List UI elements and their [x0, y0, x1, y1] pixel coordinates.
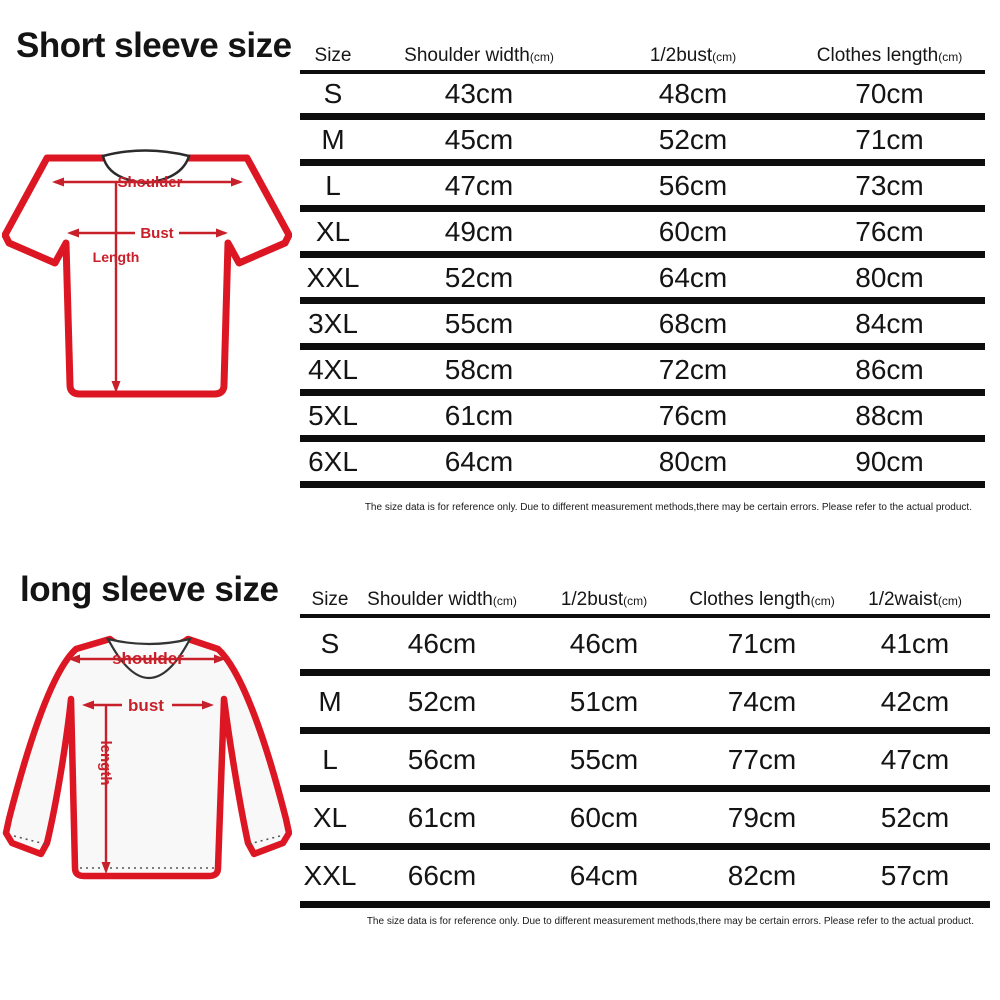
value-cell: 80cm [658, 445, 728, 477]
value-cell: 79cm [727, 801, 797, 833]
value-cell: 56cm [407, 743, 477, 775]
value-cell: 80cm [855, 261, 924, 293]
table-row [300, 212, 985, 258]
value-cell: 52cm [444, 261, 514, 293]
table-row [300, 396, 985, 442]
value-cell: 51cm [569, 685, 639, 717]
table-row [300, 258, 985, 304]
value-cell: 64cm [569, 859, 639, 891]
short-sleeve-table [300, 40, 985, 488]
long-sleeve-table [300, 580, 990, 908]
header-cell-half-waist: 1/2waist(cm) [868, 589, 962, 610]
size-cell: L [322, 743, 338, 775]
header-cell-half-bust: 1/2bust(cm) [560, 589, 648, 610]
header-cell-clothes-length: Clothes length(cm) [689, 589, 835, 610]
value-cell: 52cm [658, 123, 728, 155]
size-cell: XL [315, 215, 351, 247]
short-sleeve-diagram [2, 136, 292, 428]
value-cell: 72cm [658, 353, 728, 385]
value-cell: 88cm [855, 399, 924, 431]
value-cell: 47cm [444, 169, 514, 201]
size-cell: 5XL [308, 399, 358, 431]
value-cell: 76cm [855, 215, 924, 247]
value-cell: 70cm [855, 77, 924, 109]
value-cell: 60cm [569, 801, 639, 833]
value-cell: 43cm [444, 77, 514, 109]
table-row [300, 734, 990, 792]
table-header [300, 580, 990, 618]
table-row [300, 792, 990, 850]
bust-label: bust [128, 696, 164, 715]
value-cell: 57cm [880, 859, 950, 891]
value-cell: 58cm [444, 353, 514, 385]
value-cell: 46cm [569, 627, 639, 659]
value-cell: 77cm [727, 743, 797, 775]
disclaimer: The size data is for reference only. Due to different measurement methods,there may be certain errors. Please refer to the actual product. [366, 916, 974, 927]
header-cell-clothes-length: Clothes length(cm) [816, 45, 963, 66]
value-cell: 64cm [658, 261, 728, 293]
table-row [300, 350, 985, 396]
value-cell: 42cm [880, 685, 950, 717]
shoulder-label: Shoulder [117, 174, 183, 191]
value-cell: 86cm [855, 353, 924, 385]
disclaimer: The size data is for reference only. Due to different measurement methods,there may be certain errors. Please refer to the actual product. [364, 502, 972, 513]
size-cell: 4XL [308, 353, 358, 385]
size-cell: XL [312, 801, 348, 833]
value-cell: 71cm [727, 627, 797, 659]
header-cell-shoulder-width: Shoulder width(cm) [404, 45, 554, 66]
value-cell: 71cm [855, 123, 924, 155]
size-cell: M [318, 685, 342, 717]
value-cell: 46cm [407, 627, 477, 659]
table-row [300, 166, 985, 212]
value-cell: 73cm [855, 169, 924, 201]
value-cell: 84cm [855, 307, 924, 339]
table-row [300, 850, 990, 908]
value-cell: 90cm [855, 445, 924, 477]
size-cell: S [323, 77, 343, 109]
header-cell-shoulder-width: Shoulder width(cm) [367, 589, 517, 610]
size-cell: XXL [303, 859, 357, 891]
value-cell: 60cm [658, 215, 728, 247]
table-row [300, 304, 985, 350]
bust-label: Bust [140, 225, 174, 242]
value-cell: 64cm [444, 445, 514, 477]
value-cell: 52cm [407, 685, 477, 717]
shoulder-label: shoulder [112, 649, 184, 668]
table-row [300, 120, 985, 166]
header-cell-size: Size [314, 45, 352, 66]
value-cell: 55cm [569, 743, 639, 775]
table-header [300, 40, 985, 74]
value-cell: 47cm [880, 743, 950, 775]
value-cell: 74cm [727, 685, 797, 717]
value-cell: 52cm [880, 801, 950, 833]
size-cell: 3XL [308, 307, 358, 339]
table-row [300, 676, 990, 734]
header-cell-half-bust: 1/2bust(cm) [649, 45, 737, 66]
value-cell: 66cm [407, 859, 477, 891]
table-row [300, 442, 985, 488]
value-cell: 61cm [407, 801, 477, 833]
table-row [300, 74, 985, 120]
value-cell: 82cm [727, 859, 797, 891]
value-cell: 41cm [880, 627, 950, 659]
long-sleeve-title: long sleeve size [20, 570, 279, 609]
length-label: Length [92, 249, 140, 265]
size-cell: L [325, 169, 341, 201]
value-cell: 56cm [658, 169, 728, 201]
value-cell: 55cm [444, 307, 514, 339]
tshirt-outline [5, 158, 289, 394]
value-cell: 49cm [444, 215, 514, 247]
size-cell: M [321, 123, 345, 155]
size-cell: S [320, 627, 340, 659]
value-cell: 48cm [658, 77, 728, 109]
header-cell-size: Size [311, 589, 349, 610]
value-cell: 76cm [658, 399, 728, 431]
short-sleeve-title: Short sleeve size [16, 26, 292, 65]
value-cell: 45cm [444, 123, 514, 155]
long-sleeve-diagram [2, 623, 292, 885]
length-label: length [97, 740, 114, 786]
size-cell: 6XL [308, 445, 358, 477]
value-cell: 61cm [444, 399, 514, 431]
table-row [300, 618, 990, 676]
size-cell: XXL [306, 261, 360, 293]
value-cell: 68cm [658, 307, 728, 339]
